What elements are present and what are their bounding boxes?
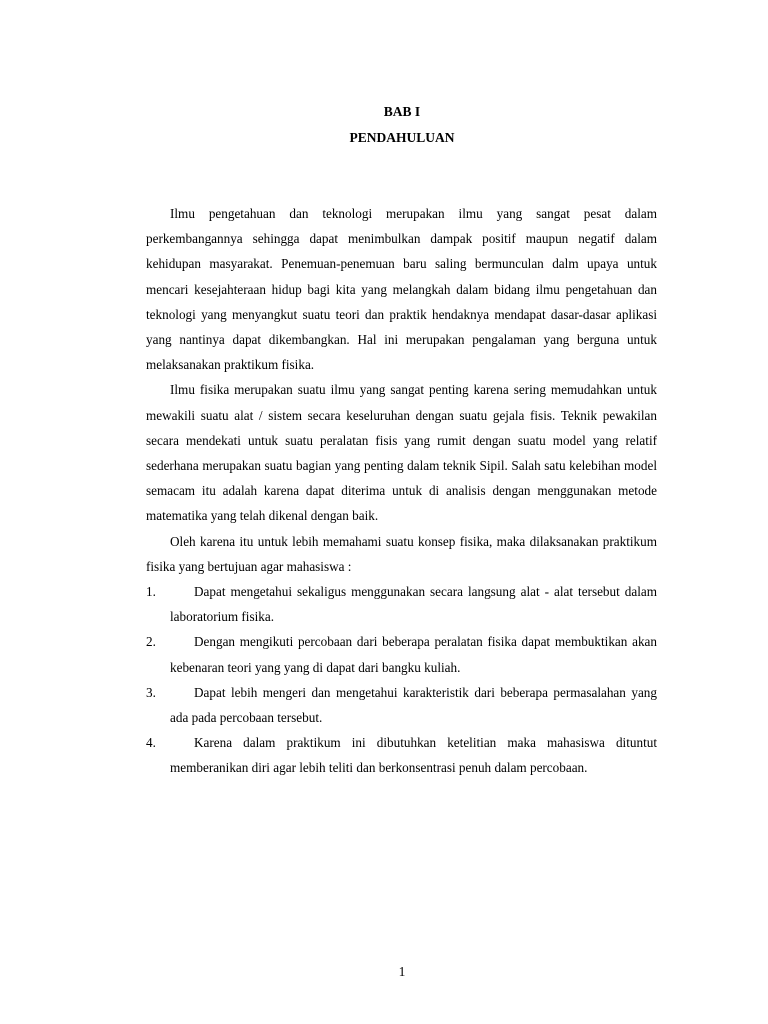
list-item-text: Karena dalam praktikum ini dibutuhkan ketelitian maka mahasiswa dituntut memberanikan diri agar lebih teliti dan berkonsentrasi penuh dalam percobaan. [170, 735, 657, 776]
list-item-text: Dapat lebih mengeri dan mengetahui karakteristik dari beberapa permasalahan yang ada pada percobaan tersebut. [170, 684, 657, 726]
objectives-list [146, 579, 657, 781]
page-number: 1 [398, 964, 406, 979]
list-item-number: 1. [146, 584, 156, 600]
list-item [146, 629, 657, 679]
list-item [146, 680, 657, 730]
list-item-text: Dengan mengikuti percobaan dari beberapa peralatan fisika dapat membuktikan akan kebenaran teori yang yang di dapat dari bangku kuliah. [170, 634, 657, 675]
chapter-title: PENDAHULUAN [349, 130, 455, 145]
list-item-number: 4. [146, 735, 156, 751]
list-item-text: Dapat mengetahui sekaligus menggunakan secara langsung alat - alat tersebut dalam laboratorium fisika. [170, 584, 657, 625]
paragraph-2: Ilmu fisika merupakan suatu ilmu yang sangat penting karena sering memudahkan untuk mewakili suatu alat / sistem secara keseluruhan dengan suatu gejala fisis. Teknik pewakilan secara mendekati untuk suatu peralatan fisis yang rumit dengan suatu model yang relatif sederhana merupakan suatu bagian yang penting dalam teknik Sipil. Salah satu kelebihan model semacam itu adalah karena dapat diterima untuk di analisis dengan menggunakan metode matematika yang telah dikenal dengan baik. [146, 382, 657, 524]
paragraph-1: Ilmu pengetahuan dan teknologi merupakan ilmu yang sangat pesat dalam perkembangannya sehingga dapat menimbulkan dampak positif maupun negatif dalam kehidupan masyarakat. Penemuan-penemuan baru saling bermunculan dalm upaya untuk mencari kesejahteraan hidup bagi kita yang melangkah dalam bidang ilmu pengetahuan dan teknologi yang menyangkut suatu teori dan praktik hendaknya mendapat dasar-dasar aplikasi yang nantinya dapat dikembangkan. Hal ini merupakan pengalaman yang berguna untuk melaksanakan praktikum fisika. [146, 206, 657, 373]
list-item-number: 2. [146, 634, 156, 650]
list-item-number: 3. [146, 684, 156, 700]
body-text [146, 201, 657, 781]
chapter-number: BAB I [383, 104, 421, 119]
list-item [146, 730, 657, 780]
list-item [146, 579, 657, 629]
paragraph-3: Oleh karena itu untuk lebih memahami suatu konsep fisika, maka dilaksanakan praktikum fisika yang bertujuan agar mahasiswa : [146, 533, 657, 574]
